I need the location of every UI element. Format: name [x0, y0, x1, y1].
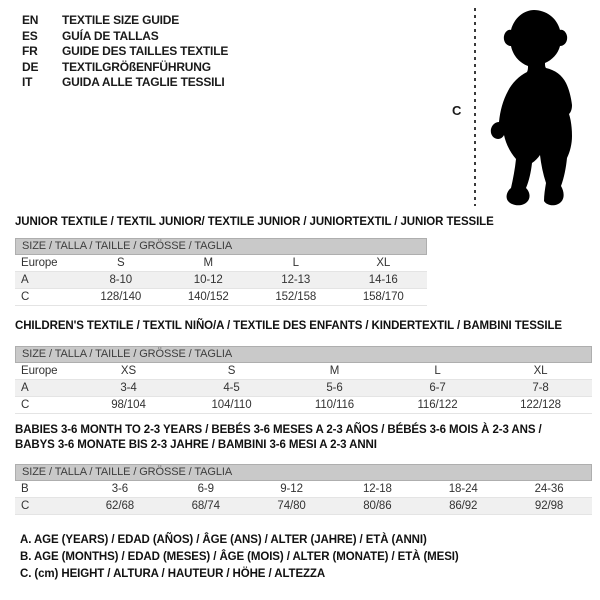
size-cell: 12-18: [362, 483, 392, 495]
table-rows: [15, 481, 592, 515]
language-label: GUIDE DES TAILLES TEXTILE: [62, 44, 229, 58]
language-code: FR: [22, 44, 38, 58]
language-label: GUÍA DE TALLAS: [62, 28, 159, 43]
size-cell: 92/98: [534, 500, 564, 512]
size-cell: 9-12: [280, 483, 303, 495]
size-cell: 10-12: [193, 274, 223, 286]
size-cell: 8-10: [109, 274, 133, 286]
table-row: [15, 380, 592, 397]
legend-notes: [20, 532, 459, 583]
size-cell: 3-4: [120, 382, 137, 394]
size-cell: 158/170: [362, 291, 404, 303]
size-cell: XL: [376, 257, 391, 269]
note-height-cm: C. (cm) HEIGHT / ALTURA / HAUTEUR / HÖHE / ALTEZZA: [20, 568, 326, 580]
size-cell: 4-5: [223, 382, 240, 394]
children-size-table: [15, 346, 592, 414]
size-cell: 24-36: [534, 483, 564, 495]
size-cell: L: [292, 257, 299, 269]
language-code: IT: [22, 75, 33, 89]
junior-section-title: [15, 215, 494, 230]
language-label: GUIDA ALLE TAGLIE TESSILI: [62, 75, 225, 89]
size-header-bar: SIZE / TALLA / TAILLE / GRÖSSE / TAGLIA: [15, 238, 427, 255]
size-cell: L: [434, 365, 441, 377]
table-rows: [15, 255, 427, 306]
language-row-fr: [22, 44, 228, 60]
size-cell: 6-9: [197, 483, 214, 495]
size-header-bar: SIZE / TALLA / TAILLE / GRÖSSE / TAGLIA: [15, 464, 592, 481]
row-label: C: [21, 500, 30, 512]
note-age-years: A. AGE (YEARS) / EDAD (AÑOS) / ÂGE (ANS) / ALTER (JAHRE) / ETÀ (ANNI): [20, 534, 427, 546]
section-title-line: JUNIOR TEXTILE / TEXTIL JUNIOR/ TEXTILE JUNIOR / JUNIORTEXTIL / JUNIOR TESSILE: [15, 216, 494, 228]
table-row: [15, 397, 592, 414]
size-cell: 128/140: [100, 291, 142, 303]
size-cell: XL: [533, 365, 548, 377]
table-rows: [15, 363, 592, 414]
size-cell: 7-8: [532, 382, 549, 394]
size-cell: 5-6: [326, 382, 343, 394]
language-row-es: [22, 29, 228, 45]
babies-size-table: [15, 464, 592, 515]
size-cell: 12-13: [281, 274, 311, 286]
language-code: ES: [22, 28, 38, 43]
size-cell: 110/116: [314, 399, 355, 411]
language-code: DE: [22, 59, 39, 74]
size-cell: M: [203, 257, 213, 269]
table-row: [15, 289, 427, 306]
table-row: [15, 272, 427, 289]
size-cell: S: [227, 365, 236, 377]
size-cell: 86/92: [449, 500, 478, 512]
size-cell: 80/86: [363, 500, 392, 512]
row-label: C: [21, 399, 30, 411]
language-label: TEXTILE SIZE GUIDE: [62, 13, 180, 27]
size-cell: 3-6: [111, 483, 129, 495]
section-title-line: BABIES 3-6 MONTH TO 2-3 YEARS / BEBÉS 3-6 MESES A 2-3 AÑOS / BÉBÉS 3-6 MOIS À 2-3 ANS /: [15, 424, 542, 436]
language-code: EN: [22, 13, 39, 27]
note-age-months: B. AGE (MONTHS) / EDAD (MESES) / ÂGE (MOIS) / ALTER (MONATE) / ETÀ (MESI): [20, 551, 459, 563]
row-label: C: [21, 291, 30, 303]
section-title-line: CHILDREN'S TEXTILE / TEXTIL NIÑO/A / TEXTILE DES ENFANTS / KINDERTEXTIL / BAMBINI TESSILE: [15, 320, 562, 332]
size-cell: S: [116, 257, 125, 269]
language-row-de: [22, 60, 228, 76]
size-header-bar: SIZE / TALLA / TAILLE / GRÖSSE / TAGLIA: [15, 346, 592, 363]
size-cell: 104/110: [211, 399, 252, 411]
size-cell: 18-24: [448, 483, 478, 495]
children-section-title: [15, 319, 562, 334]
size-cell: 116/122: [417, 399, 458, 411]
size-cell: XS: [120, 365, 137, 377]
table-row: [15, 363, 592, 380]
row-label: Europe: [21, 257, 58, 269]
row-label: A: [21, 382, 29, 394]
size-cell: 62/68: [105, 500, 135, 512]
language-label: TEXTILGRÖßENFÜHRUNG: [62, 59, 211, 74]
size-cell: 74/80: [277, 500, 306, 512]
height-measure-dashed-line: [474, 8, 476, 206]
size-cell: 68/74: [191, 500, 220, 512]
size-cell: 122/128: [520, 399, 561, 411]
size-cell: 14-16: [368, 274, 398, 286]
language-row-it: [22, 75, 228, 91]
size-cell: 6-7: [429, 382, 446, 394]
babies-section-title: [15, 423, 542, 453]
language-row-en: [22, 13, 228, 29]
language-title-list: [22, 13, 228, 91]
size-cell: 140/152: [187, 291, 229, 303]
table-row: [15, 255, 427, 272]
junior-size-table: [15, 238, 427, 306]
baby-silhouette-icon: [480, 8, 594, 208]
section-title-line: BABYS 3-6 MONATE BIS 2-3 JAHRE / BAMBINI 3-6 MESI A 2-3 ANNI: [15, 439, 377, 451]
row-label: Europe: [21, 365, 58, 377]
table-row: [15, 481, 592, 498]
size-cell: 98/104: [111, 399, 146, 411]
size-cell: 152/158: [275, 291, 317, 303]
row-label: B: [21, 483, 29, 495]
size-cell: M: [329, 365, 340, 377]
table-row: [15, 498, 592, 515]
height-measure-label: C: [452, 103, 462, 118]
row-label: A: [21, 274, 29, 286]
